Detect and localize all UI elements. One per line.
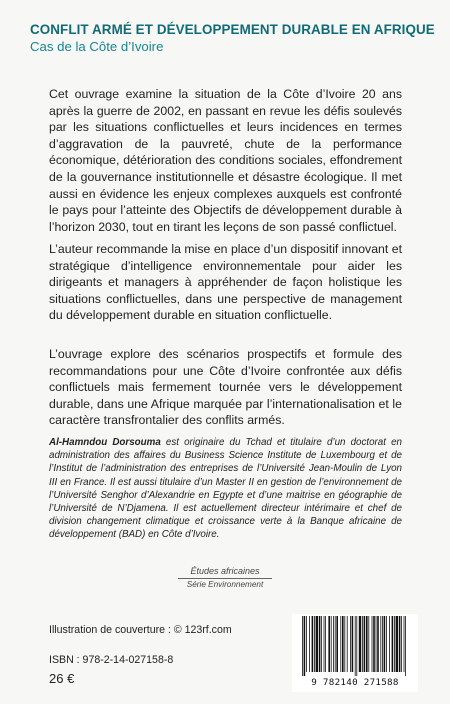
summary-paragraph-2: L’auteur recommande la mise en place d’un dispositif innovant et stratégique d’intelligence environnementale pour aider les dirigeants et managers à appréhender de façon holistique les situations conflictuelles, dans une perspective de management du développement durable en situation conflictuelle.	[49, 242, 402, 323]
barcode-bar	[319, 616, 321, 672]
barcode-bar	[405, 616, 406, 676]
barcode-bar	[389, 616, 390, 672]
barcode-bar	[336, 616, 338, 672]
barcode-bar	[376, 616, 377, 672]
barcode-bar	[372, 616, 373, 672]
barcode-bar	[314, 616, 315, 672]
barcode-bar	[344, 616, 345, 672]
barcode-bar	[325, 616, 326, 672]
barcode-bar	[399, 616, 401, 672]
barcode-bar	[356, 616, 357, 676]
barcode-bar	[364, 616, 366, 672]
barcode-bar	[355, 616, 356, 676]
isbn: ISBN : 978-2-14-027158-8	[49, 654, 174, 666]
barcode-bar	[352, 616, 354, 672]
series-divider	[178, 578, 272, 579]
barcode-bar	[335, 616, 336, 672]
barcode-bar	[359, 616, 361, 672]
barcode-bar	[396, 616, 398, 672]
barcode-bar	[377, 616, 379, 672]
series-logo	[170, 566, 280, 592]
barcode-bar	[401, 616, 402, 672]
summary-paragraph-3: L’ouvrage explore des scénarios prospectifs et formule des recommandations pour une Côte d’Ivoire confrontée aux défis conflictuels mais fermement tournée vers le développement durable, dans une Afrique marquée par l’internationalisation et le caractère transfrontalier des conflits armés.	[49, 347, 402, 428]
author-bio	[49, 436, 402, 542]
book-subtitle: Cas de la Côte d’Ivoire	[30, 39, 164, 54]
barcode-bar	[373, 616, 375, 672]
cover-credit: Illustration de couverture : © 123rf.com	[49, 624, 232, 636]
barcode-bar	[306, 616, 307, 672]
barcode-bar	[331, 616, 332, 672]
barcode-bar	[386, 616, 387, 672]
barcode-bar	[312, 616, 314, 672]
barcode-bar	[302, 616, 303, 676]
barcode-digits: 9 782140 271588	[311, 677, 399, 688]
author-name: Al-Hamndou Dorsouma	[49, 437, 161, 448]
barcode-bar	[368, 616, 369, 672]
barcode-bar	[328, 616, 330, 672]
barcode-bar	[392, 616, 394, 672]
barcode-bar	[342, 616, 344, 672]
book-title: CONFLIT ARMÉ ET DÉVELOPPEMENT DURABLE EN AFRIQUE	[30, 22, 435, 37]
author-bio-text: est originaire du Tchad et titulaire d’un doctorat en administration des affaires du Business Science Institute de Luxembourg et de l’Institut de l’administration des entreprises de l’Université Jean-Moulin de Lyon III en France. Il est aussi titulaire d’un Master II en gestion de l’environnement de l’Université Senghor d’Alexandrie en Egypte et d’une maitrise en géographie de l’Université de N’Djamena. Il est actuellement directeur intérimaire et chef de division changement climatique et croissance verte à la Banque africaine de développement (BAD) en Côte d’Ivoire.	[49, 437, 402, 541]
barcode-bar	[384, 616, 386, 672]
barcode-bars	[296, 616, 414, 676]
barcode-bar	[304, 616, 306, 676]
barcode-bar	[380, 616, 381, 672]
barcode-bar	[309, 616, 310, 672]
barcode-bar	[324, 616, 325, 672]
price: 26 €	[49, 671, 75, 686]
barcode-bar	[350, 616, 351, 672]
barcode-bar	[333, 616, 334, 672]
series-subtitle: Série Environnement	[186, 580, 264, 589]
barcode-bar	[366, 616, 368, 672]
barcode-bar	[382, 616, 383, 672]
barcode-bar	[362, 616, 363, 672]
barcode-bar	[340, 616, 341, 672]
summary-paragraph-1: Cet ouvrage examine la situation de la Côte d’Ivoire 20 ans après la guerre de 2002, en passant en revue les défis soulevés par les situations conflictuelles et leurs incidences en termes d’aggravation de la pauvreté, chute de la performance économique, détérioration des conditions sociales, effondrement de la gouvernance institutionnelle et désastre écologique. Il met aussi en évidence les enjeux complexes auxquels est confronté le pays pour l’atteinte des Objectifs de développement durable à l’horizon 2030, tout en tirant les leçons de son passé conflictuel.	[49, 87, 402, 234]
barcode	[292, 614, 418, 692]
barcode-bar	[404, 616, 405, 672]
barcode-bar	[347, 616, 348, 672]
barcode-bar	[321, 616, 322, 672]
barcode-bar	[316, 616, 318, 672]
series-name: Études africaines	[190, 566, 260, 576]
barcode-bar	[394, 616, 395, 672]
